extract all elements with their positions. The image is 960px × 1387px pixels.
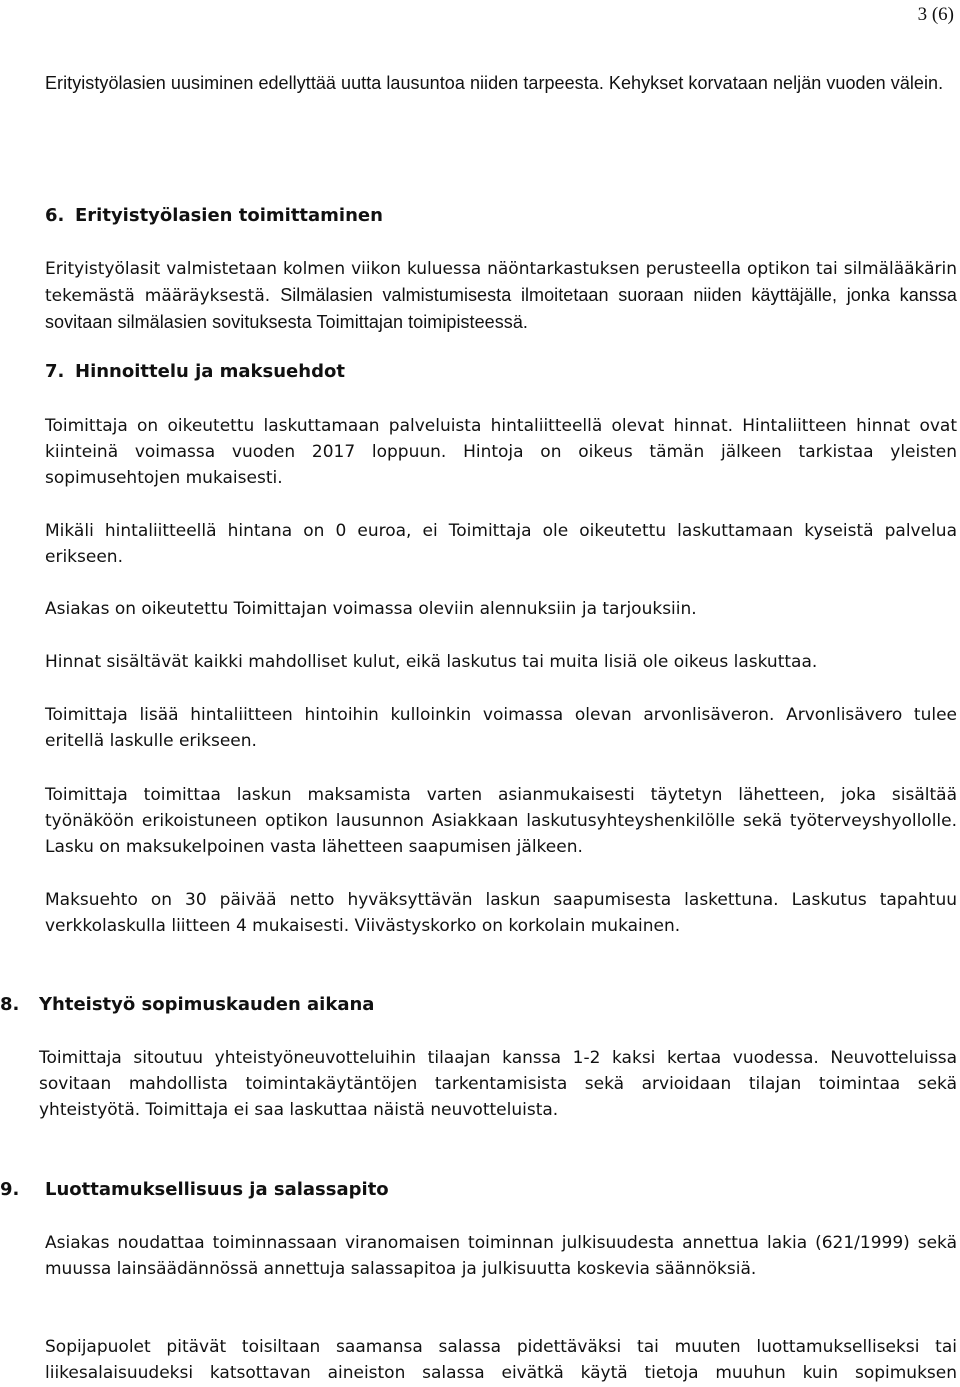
section-6-number: 6. bbox=[45, 205, 65, 226]
section-8-title: Yhteistyö sopimuskauden aikana bbox=[39, 994, 375, 1015]
section-9-title: Luottamuksellisuus ja salassapito bbox=[45, 1179, 389, 1200]
section-7-paragraph-1: Toimittaja on oikeutettu laskuttamaan palveluista hintaliitteellä olevat hinnat. Hintaliitteen hinnat ovat kiinteinä voimassa vuoden 2017 loppuun. Hintoja on oikeus tämän jälkeen tarkistaa yleisten sopimusehtojen mukaisesti. bbox=[45, 416, 957, 488]
section-7-title: Hinnoittelu ja maksuehdot bbox=[75, 361, 345, 382]
section-8-paragraph: Toimittaja sitoutuu yhteistyöneuvotteluihin tilaajan kanssa 1-2 kaksi kertaa vuodessa. Neuvotteluissa sovitaan mahdollista toimintakäytäntöjen tarkentamisista sekä arvioidaan tilajan toimintaa sekä yhteistyötä. Toimittaja ei saa laskuttaa näistä neuvotteluista. bbox=[39, 1048, 957, 1120]
section-7-paragraph-7: Maksuehto on 30 päivää netto hyväksyttävän laskun saapumisesta laskettuna. Laskutus tapahtuu verkkolaskulla liitteen 4 mukaisesti. Viivästyskorko on korkolain mukainen. bbox=[45, 890, 957, 936]
section-9-paragraph-1: Asiakas noudattaa toiminnassaan viranomaisen toiminnan julkisuudesta annettua lakia (621/1999) sekä muussa lainsäädännössä annettuja salassapitoa ja julkisuutta koskevia säännöksiä. bbox=[45, 1233, 957, 1279]
section-9-heading bbox=[0, 1177, 389, 1203]
section-7-paragraph-2: Mikäli hintaliitteellä hintana on 0 euroa, ei Toimittaja ole oikeutettu laskuttamaan kyseistä palvelua erikseen. bbox=[45, 521, 957, 567]
section-7-paragraph-6: Toimittaja toimittaa laskun maksamista varten asianmukaisesti täytetyn lähetteen, joka sisältää työnäköön erikoistuneen optikon lausunnon Asiakkaan laskutusyhteyshenkilölle sekä työterveyshyollolle. Lasku on maksukelpoinen vasta lähetteen saapumisen jälkeen. bbox=[45, 785, 957, 857]
section-7-paragraph-3: Asiakas on oikeutettu Toimittajan voimassa oleviin alennuksiin ja tarjouksiin. bbox=[45, 599, 697, 619]
section-8-number: 8. bbox=[0, 994, 20, 1015]
section-6-paragraph bbox=[45, 256, 957, 336]
section-7-number: 7. bbox=[45, 361, 65, 382]
intro-paragraph: Erityistyölasien uusiminen edellyttää uutta lausuntoa niiden tarpeesta. Kehykset korvataan neljän vuoden välein. bbox=[45, 73, 944, 93]
page-number: 3 (6) bbox=[917, 4, 954, 25]
section-6-paragraph-part1: Erityistyölasit valmistetaan kolmen viikon kuluessa näöntarkastuksen perusteella optikon tai silmälääkärin tekemästä määräyksestä. bbox=[45, 259, 957, 306]
section-6-paragraph-part2: Silmälasien valmistumisesta ilmoitetaan suoraan niiden käyttäjälle, jonka kanssa sovitaan silmälasien sovituksesta Toimittajan toimipisteessä. bbox=[45, 285, 957, 332]
section-8-heading bbox=[0, 992, 374, 1018]
section-6-title: Erityistyölasien toimittaminen bbox=[75, 205, 383, 226]
section-7-heading bbox=[45, 359, 345, 385]
section-9-number: 9. bbox=[0, 1179, 20, 1200]
section-6-heading bbox=[45, 203, 383, 229]
section-9-paragraph-2: Sopijapuolet pitävät toisiltaan saamansa salassa pidettäväksi tai muuten luottamukselliseksi tai liikesalaisuudeksi katsottavan aineiston salassa eivätkä käytä tietoja muuhun kuin sopimuksen bbox=[45, 1337, 957, 1383]
section-7-paragraph-4: Hinnat sisältävät kaikki mahdolliset kulut, eikä laskutus tai muita lisiä ole oikeus laskuttaa. bbox=[45, 652, 818, 672]
section-7-paragraph-5: Toimittaja lisää hintaliitteen hintoihin kulloinkin voimassa olevan arvonlisäveron. Arvonlisävero tulee eritellä laskulle erikseen. bbox=[45, 705, 957, 751]
